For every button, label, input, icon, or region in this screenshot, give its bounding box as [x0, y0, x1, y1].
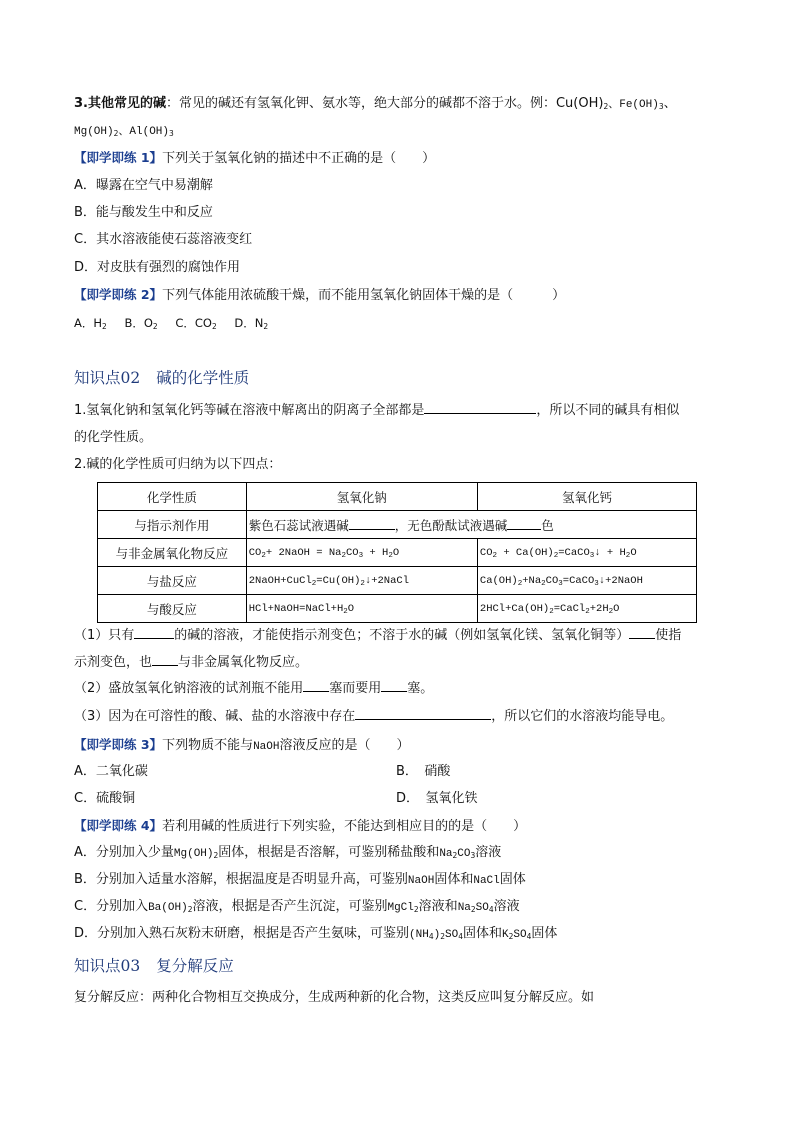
exercise-3-option-d: D． 氢氧化铁 — [396, 791, 478, 806]
exercise-4-question: 【即学即练 4】若利用碱的性质进行下列实验，不能达到相应目的的是（ ） — [74, 818, 527, 834]
exercise-1-option-d: D．对皮肤有强烈的腐蚀作用 — [74, 260, 241, 275]
exercise-3-option-c: C．硫酸铜 — [74, 791, 136, 806]
exercise-tag: 【即学即练 2】 — [74, 287, 163, 302]
table-row — [98, 595, 697, 623]
section3-label: 3.其他常见的碱 — [74, 96, 166, 111]
kp02-paragraph-1-cont: 的化学性质。 — [74, 430, 153, 445]
exercise-1-option-c: C．其水溶液能使石蕊溶液变红 — [74, 232, 253, 247]
table-header-row — [98, 483, 697, 511]
note-1-cont: 示剂变色，也 与非金属氧化物反应。 — [74, 655, 309, 670]
exercise-3-question: 【即学即练 3】下列物质不能与NaOH溶液反应的是（ ） — [74, 737, 410, 753]
exercise-3-option-a: A．二氧化碳 — [74, 764, 148, 779]
answer-blank — [424, 401, 536, 414]
table-cell: 与非金属氧化物反应 — [98, 539, 247, 567]
note-1: （1）只有 的碱的溶液，才能使指示剂变色；不溶于水的碱（例如氢氧化镁、氢氧化铜等） 使指 — [74, 628, 682, 643]
table-cell: 与指示剂作用 — [98, 511, 247, 539]
section-heading-kp02: 知识点02 碱的化学性质 — [74, 369, 250, 387]
table-header: 氢氧化钙 — [477, 483, 696, 511]
exercise-4-option-a: A．分别加入少量$Mg(OH)_2$固体，根据是否溶解，可鉴别稀盐酸和$Na_2CO_3$溶液 — [74, 845, 502, 860]
exercise-1-option-a: A．曝露在空气中易潮解 — [74, 178, 213, 193]
exercise-3-option-b: B． 硝酸 — [396, 764, 451, 779]
table-row — [98, 567, 697, 595]
table-header: 氢氧化钠 — [246, 483, 477, 511]
table-cell: $2HCl+Ca(OH)_2=CaCl_2+2H_2O$ — [477, 595, 696, 623]
section-heading-kp03: 知识点03 复分解反应 — [74, 957, 234, 975]
exercise-2-options: A．$H_2$ B．$O_2$ C．$CO_2$ D．$N_2$ — [74, 316, 269, 331]
kp02-paragraph-1: 1.氢氧化钠和氢氧化钙等碱在溶液中解离出的阴离子全部都是 ，所以不同的碱具有相似 — [74, 403, 680, 418]
table-cell: 与酸反应 — [98, 595, 247, 623]
base-properties-table — [97, 482, 697, 623]
note-2: （2）盛放氢氧化钠溶液的试剂瓶不能用 塞而要用 塞。 — [74, 681, 434, 696]
exercise-tag: 【即学即练 3】 — [74, 737, 163, 752]
table-cell: 紫色石蕊试液遇碱 ，无色酚酞试液遇碱 色 — [246, 511, 696, 539]
kp02-paragraph-2: 2.碱的化学性质可归纳为以下四点： — [74, 457, 282, 472]
table-header: 化学性质 — [98, 483, 247, 511]
exercise-1-option-b: B．能与酸发生中和反应 — [74, 205, 213, 220]
table-cell: $Ca(OH)_2+Na_2CO_3=CaCO_3↓+2NaOH$ — [477, 567, 696, 595]
section3-line1: 3.其他常见的碱：常见的碱还有氢氧化钾、氨水等，绝大部分的碱都不溶于水。例：$Cu(OH)_2$、$Fe(OH)_3$、 — [74, 96, 677, 111]
exercise-tag: 【即学即练 1】 — [74, 150, 163, 165]
table-row — [98, 539, 697, 567]
table-cell: $HCl+NaOH=NaCl+H_2O$ — [246, 595, 477, 623]
exercise-1-question: 【即学即练 1】下列关于氢氧化钠的描述中不正确的是（ ） — [74, 150, 436, 166]
kp03-paragraph-1: 复分解反应：两种化合物相互交换成分，生成两种新的化合物，这类反应叫复分解反应。如 — [74, 990, 595, 1005]
exercise-2-question: 【即学即练 2】下列气体能用浓硫酸干燥，而不能用氢氧化钠固体干燥的是（ ） — [74, 287, 566, 303]
table-row — [98, 511, 697, 539]
table-cell: $CO_2+$ 2NaOH = $Na_2CO_3 + H_2O$ — [246, 539, 477, 567]
table-cell: 与盐反应 — [98, 567, 247, 595]
section3-line2: $Mg(OH)_2$、$Al(OH)_3$ — [74, 126, 174, 138]
exercise-4-option-c: C．分别加入$Ba(OH)_2$溶液，根据是否产生沉淀，可鉴别MgCl$_2$溶液和$Na_2SO_4$溶液 — [74, 899, 520, 914]
exercise-4-option-b: B．分别加入适量水溶解，根据温度是否明显升高，可鉴别NaOH固体和NaCl固体 — [74, 872, 526, 887]
note-3: （3）因为在可溶性的酸、碱、盐的水溶液中存在 ，所以它们的水溶液均能导电。 — [74, 709, 674, 724]
table-cell: $2NaOH+CuCl_2=Cu(OH)_2↓+2NaCl$ — [246, 567, 477, 595]
exercise-tag: 【即学即练 4】 — [74, 818, 163, 833]
exercise-4-option-d: D．分别加入熟石灰粉末研磨，根据是否产生氨味，可鉴别$(NH_4)_2SO_4$固体和$K_2SO_4$固体 — [74, 926, 558, 941]
table-cell: $CO_2$ + $Ca(OH)_2=CaCO_3↓ + H_2O$ — [477, 539, 696, 567]
